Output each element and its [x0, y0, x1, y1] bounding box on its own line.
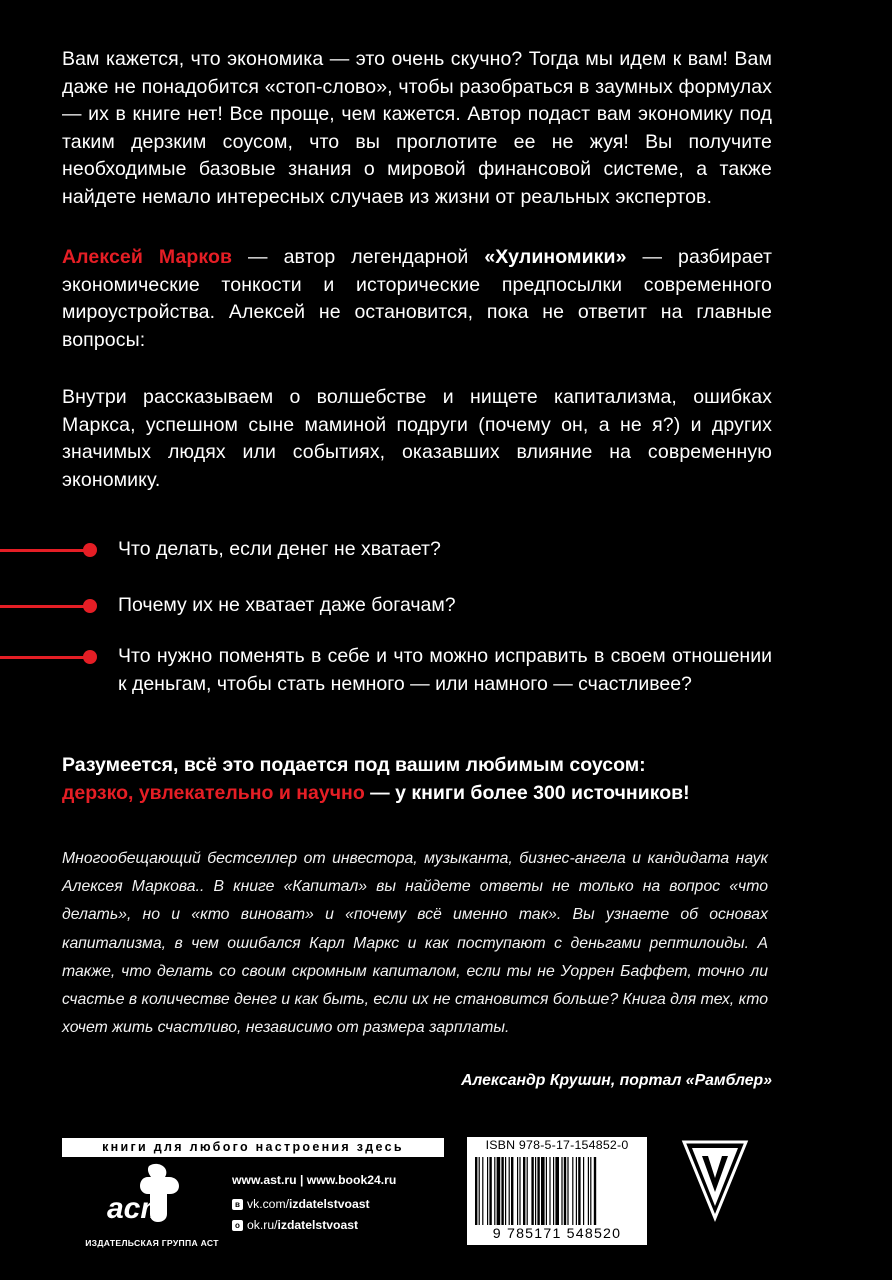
book-title: «Хулиномики»: [484, 246, 627, 268]
barcode-bar: [517, 1157, 518, 1225]
summary-rest: — у книги более 300 источников!: [364, 781, 690, 804]
barcode-bar: [527, 1157, 528, 1225]
barcode-bar: [594, 1157, 596, 1225]
barcode-bar: [509, 1157, 510, 1225]
contact-links: [232, 1170, 396, 1236]
barcode-bar: [511, 1157, 513, 1225]
barcode-bar: [519, 1157, 520, 1225]
review-author: Александр Крушин, портал «Рамблер»: [461, 1072, 772, 1089]
barcode-bar: [494, 1157, 495, 1225]
barcode-bar: [549, 1157, 550, 1225]
publisher-name: ИЗДАТЕЛЬСКАЯ ГРУППА АСТ: [85, 1238, 219, 1248]
barcode-bar: [505, 1157, 506, 1225]
websites[interactable]: www.ast.ru | www.book24.ru: [232, 1173, 397, 1187]
author-name: Алексей Марков: [62, 246, 233, 268]
barcode-bar: [497, 1157, 501, 1225]
barcode-bar: [535, 1157, 536, 1225]
barcode-bar: [583, 1157, 584, 1225]
barcode-bars: [475, 1157, 639, 1225]
ok-handle: izdatelstvoast: [277, 1218, 359, 1232]
bullet-dot-icon: [83, 599, 97, 613]
author-text-after: — разбирает экономические тонкости и исторические предпосылки современного мироустройства. Алексей не остановится, пока не ответит на главные вопросы:: [62, 246, 773, 351]
barcode-bar: [482, 1157, 483, 1225]
barcode-bar: [489, 1157, 491, 1225]
bullet-dot-icon: [83, 543, 97, 557]
barcode-bar: [564, 1157, 566, 1225]
question-text: Почему их не хватает даже богачам?: [118, 594, 456, 616]
barcode-bar: [553, 1157, 554, 1225]
author-text-before: — автор легендарной: [232, 246, 485, 268]
inside-paragraph: Внутри рассказываем о волшебстве и нищете капитализма, ошибках Маркса, успешном сыне маминой подруги (почему он, а не я?) и других значимых людях или событиях, оказавших влияние на современную экономику.: [62, 386, 772, 491]
vk-icon: в: [232, 1199, 243, 1210]
review-quote: Многообещающий бестселлер от инвестора, музыканта, бизнес-ангела и кандидата наук Алексея Маркова.. В книге «Капитал» вы найдете ответы не только на вопрос «что делать», но и «кто виноват» и «почему всё именно так». Вы узнаете об основах капитализма, в чем ошибался Карл Маркс и как поступают с деньгами рептилоиды. А также, что делать со своим скромным капиталом, если ты не Уоррен Баффет, точно ли счастье в количестве денег и как быть, если их не становится больше? Книга для тех, кто хочет жить счастливо, независимо от размера зарплаты.: [62, 850, 768, 1037]
barcode-bar: [555, 1157, 559, 1225]
ok-icon: о: [232, 1220, 243, 1231]
vk-prefix: vk.com/: [247, 1197, 289, 1211]
barcode-bar: [479, 1157, 480, 1225]
summary: [62, 752, 782, 807]
summary-line-2: [62, 780, 782, 808]
barcode-bar: [572, 1157, 573, 1225]
tagline-bar: книги для любого настроения здесь: [62, 1138, 444, 1157]
vk-link[interactable]: [232, 1194, 396, 1215]
author-paragraph: [62, 244, 772, 354]
barcode-bar: [567, 1157, 568, 1225]
isbn-barcode: [467, 1137, 647, 1245]
vk-handle: izdatelstvoast: [288, 1197, 370, 1211]
ok-prefix: ok.ru/: [247, 1218, 278, 1232]
isbn-label: ISBN 978-5-17-154852-0: [485, 1138, 629, 1152]
barcode-bar: [588, 1157, 589, 1225]
bullet-line: [0, 656, 92, 659]
bullet-dot-icon: [83, 650, 97, 664]
barcode-digits: 9 785171 548520: [492, 1226, 622, 1242]
barcode-bar: [578, 1157, 580, 1225]
bullet-line: [0, 605, 92, 608]
barcode-bar: [501, 1157, 503, 1225]
barcode-bar: [487, 1157, 488, 1225]
barcode-bar: [590, 1157, 591, 1225]
barcode-bar: [561, 1157, 562, 1225]
barcode-bar: [546, 1157, 547, 1225]
ok-link[interactable]: [232, 1215, 396, 1236]
barcode-bar: [523, 1157, 525, 1225]
intro-paragraph: Вам кажется, что экономика — это очень скучно? Тогда мы идем к вам! Вам даже не понадобится «стоп-слово», чтобы разобраться в заумных формулах — их в книге нет! Все проще, чем кажется. Автор подаст вам экономику под таким дерзким соусом, что вы проглотите ее не жуя! Вы получите необходимые базовые знания о мировой финансовой системе, а также найдете немало интересных случаев из жизни от реальных экспертов.: [62, 48, 772, 208]
barcode-bar: [475, 1157, 477, 1225]
barcode-bar: [576, 1157, 577, 1225]
summary-line-1: Разумеется, всё это подается под вашим любимым соусом:: [62, 754, 646, 776]
logo-text: аст: [107, 1192, 168, 1224]
ast-logo-icon: [105, 1162, 195, 1224]
v-logo-icon: [680, 1138, 750, 1222]
summary-highlight: дерзко, увлекательно и научно: [62, 781, 365, 804]
bullet-line: [0, 549, 92, 552]
question-text: Что нужно поменять в себе и что можно исправить в своем отношении к деньгам, чтобы стать немного — или намного — счастливее?: [118, 645, 772, 695]
barcode-bar: [531, 1157, 533, 1225]
question-text: Что делать, если денег не хватает?: [118, 538, 441, 560]
barcode-bar: [541, 1157, 545, 1225]
barcode-bar: [537, 1157, 539, 1225]
